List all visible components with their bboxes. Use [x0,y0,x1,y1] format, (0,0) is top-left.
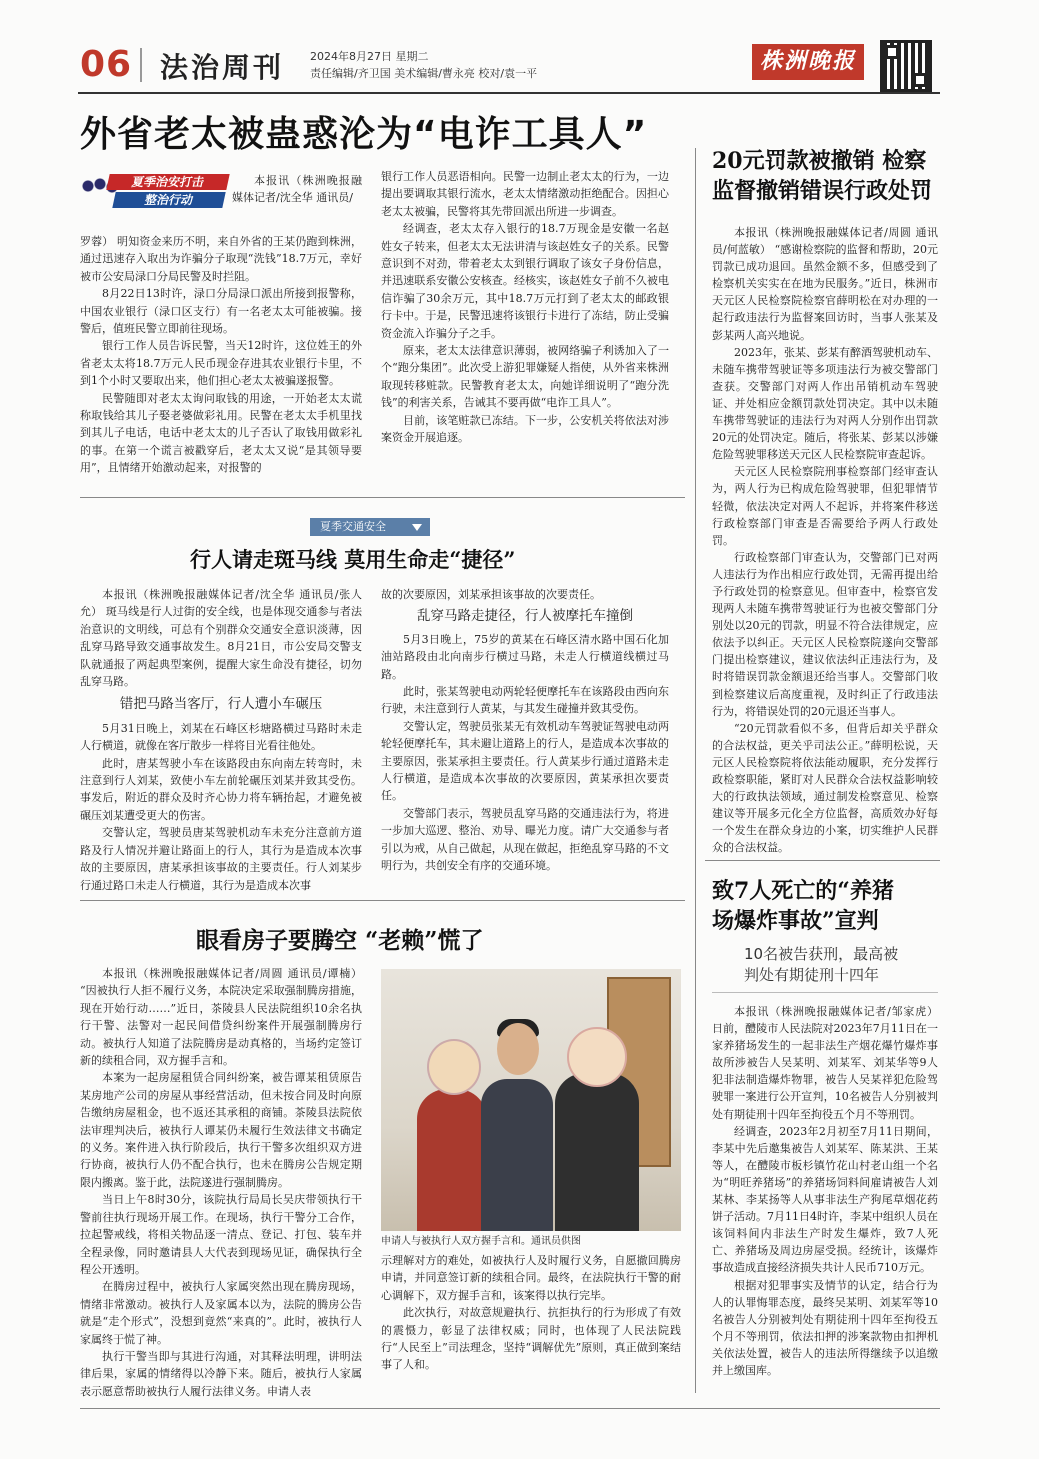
article1-col2 [381,168,669,447]
headline-line: 20元罚款被撤销 检察 [712,148,927,174]
paragraph: 经调查，老太太存入银行的18.7万现金是安徽一名赵姓女子转来，但老太太无法讲清与该赵姓女子的关系。民警意识到不对劲，带着老太太到银行调取了该女子身份信息，并迅速联系安徽公安核查。经核实，该赵姓女子前不久被电信诈骗了30余万元，其中18.7万元打到了老太太的邮政银行卡中。于是，民警迅速将该银行卡进行了冻结，防止受骗资金流入诈骗分子之手。 [381,222,669,340]
paragraph: 交警认定，驾驶员唐某驾驶机动车未充分注意前方道路及行人情况并避让路面上的行人，其行为是造成本次事故的主要原因，唐某承担该事故的主要责任。行人刘某步行通过路口未走人行横道，其行为是造成本次事 [80,826,362,892]
paragraph: 行政检察部门审查认为，交警部门已对两人违法行为作出相应行政处罚，无需再提出给予行政处罚的检察意见。但审查中，检察官发现两人未随车携带驾驶证行为也被交警部门分别处以20元的罚款，明显不符合法律规定，应依法予以纠正。天元区人民检察院遂向交警部门提出检察建议，建议依法纠正违法行为，及时将错误罚款金额退还给当事人。交警部门收到检察建议后高度重视，及时纠正了行政违法行为，将错误处罚的20元退还当事人。 [712,550,938,718]
section-title: 法治周刊 [160,51,285,84]
person-shape [555,1073,639,1231]
paragraph: 交警部门表示，驾驶员乱穿马路的交通违法行为，将进一步加大巡逻、整治、劝导、曝光力度。请广大交通参与者引以为戒，从自己做起，从现在做起，拒绝乱穿马路的不文明行为，共创安全有序的交通环境。 [381,806,669,873]
paragraph: 民警随即对老太太询问取钱的用途，一开始老太太谎称取钱给其儿子娶老婆做彩礼用。民警在老太太手机里找到其儿子电话，电话中老太太的儿子否认了取钱用做彩礼的事。在第一个谎言被戳穿后，老太太又说“是其领导要用”，且情绪开始激动起来，对报警的 [80,391,362,475]
newspaper-logo: 株洲晚报 [752,44,864,80]
paragraph: 经调查，2023年2月初至7月11日期间，李某中先后邀集被告人刘某军、陈某洪、王某等人，在醴陵市板杉镇竹花山村老山组一个名为“明旺养猪场”的养猪场饲料间雇请被告人刘某林、李某扬等人从事非法生产狗尾草烟花药饼子活动。7月11日4时许，李某中组织人员在该饲料间内非法生产时发生爆炸，致7人死亡、养猪场及周边房屋受损。经统计，该爆炸事故造成直接经济损失共计人民币710万元。 [712,1124,938,1275]
date-editors-block [310,48,537,82]
paragraph: “20元罚款看似不多，但背后却关乎群众的合法权益，更关乎司法公正。”薛明松说，天元区人民检察院将依法能动履职，充分发挥行政检察职能，紧盯对人民群众合法权益影响较大的行政执法领域，通过制发检察意见、检察建议等开展多元化全方位监督，高质效办好每一个发生在群众身边的小案，切实维护人民群众的合法权益。 [712,721,938,855]
face-mask-icon [567,1027,627,1087]
face-mask-icon [427,1039,481,1095]
article1-col1 [80,233,362,477]
paragraph: 根据对犯罪事实及情节的认定，结合行为人的认罪悔罪态度，最终吴某明、刘某军等10名被告人分别被判处有期徒刑十四年至拘役五个月不等刑罚，依法扣押的涉案款物由扣押机关依法处置，被告人的违法所得继续予以追缴并上缴国库。 [712,1278,938,1377]
article5-body [712,1003,938,1379]
subtitle-line: 10名被告获刑，最高被 [744,945,899,963]
paragraph: 天元区人民检察院刑事检察部门经审查认为，两人行为已构成危险驾驶罪，但犯罪情节轻微，依法决定对两人不起诉，并将案件移送行政检察部门审查是否需要给予两人行政处罚。 [712,465,938,547]
paragraph: 此时，张某驾驶电动两轮轻便摩托车在该路段由西向东行驶，未注意到行人黄某，与其发生碰撞并致其受伤。 [381,685,669,716]
section-rule [80,900,685,901]
paragraph: 此次执行，对故意规避执行、抗拒执行的行为形成了有效的震慑力，彰显了法律权威；同时，也体现了人民法院践行“人民至上”司法理念，坚持“调解优先”原则，真正做到案结事了人和。 [381,1306,681,1372]
date-line: 2024年8月27日 星期二 [310,50,429,63]
paragraph: 本报讯（株洲晚报融媒体记者/周圆 通讯员/谭楠） “因被执行人拒不履行义务，本院决定采取强制腾房措施，现在开始行动……”近日，茶陵县人民法院组织10余名执行干警、法警对一起民间借贷纠纷案件开展强制腾房行动。被执行人知道了法院腾房是动真格的，当场约定签订新的续租合同，双方握手言和。 [80,967,362,1068]
article5-headline [712,876,942,936]
person-shape [481,1079,553,1231]
byline-text: 本报讯（株洲晚报融媒体记者/沈全华 通讯员/ [232,174,362,205]
section-rule [80,497,685,498]
paragraph: 2023年，张某、彭某有醉酒驾驶机动车、未随车携带驾驶证等多项违法行为被交警部门查获。交警部门对两人作出吊销机动车驾驶证、并处相应金额罚款处罚决定。其中以未随车携带驾驶证的违法行为对两人分别作出罚款20元的处罚决定。随后，将张某、彭某以涉嫌危险驾驶罪移送天元区人民检察院审查起诉。 [712,345,938,462]
article2-col2 [381,586,669,875]
triangle-down-icon [412,524,422,531]
paragraph: 银行工作人员恶语相向。民警一边制止老太太的行为，一边提出要调取其银行流水，老太太情绪激动拒绝配合。因担心老太太被骗，民警将其先带回派出所进一步调查。 [381,170,669,218]
paragraph: 银行工作人员告诉民警，当天12时许，这位姓王的外省老太太将18.7万元人民币现金存进其农业银行卡里，不到1个小时又要取出来，他们担心老太太被骗遂报警。 [80,339,362,388]
qr-code-icon[interactable] [880,40,932,92]
tag-label: 夏季交通安全 [320,520,386,533]
paragraph: 8月22日13时许，渌口分局渌口派出所接到报警称，中国农业银行（渌口区支行）有一名老太太可能被骗。接警后，值班民警立即前往现场。 [80,287,362,336]
paragraph: 交警认定，驾驶员张某无有效机动车驾驶证驾驶电动两轮轻便摩托车，其未避让道路上的行人，是造成本次事故的主要原因，张某承担主要责任。行人黄某步行通过道路未走人行横道，是造成本次事故的次要原因，黄某承担次要责任。 [381,719,669,803]
paragraph: 原来，老太太法律意识薄弱，被网络骗子利诱加入了一个“跑分集团”。此次受上游犯罪嫌疑人指使，从外省来株洲取现转移赃款。民警教育老太太，向她详细说明了“跑分洗钱”的利害关系，告诫其不要再做“电诈工具人”。 [381,344,669,410]
article1-headline: 外省老太被蛊惑沦为“电诈工具人” [80,114,648,155]
article4-headline [712,146,942,206]
headline-line: 致7人死亡的“养猪 [712,878,894,904]
paragraph: 示理解对方的难处，如被执行人及时履行义务，自愿撤回腾房申请，并同意签订新的续租合同。最终，在法院执行干警的耐心调解下，双方握手言和，该案得以执行完毕。 [381,1254,681,1302]
paragraph: 5月31日晚上，刘某在石峰区杉塘路横过马路时未走人行横道，就像在客厅散步一样将目光看往他处。 [80,721,362,753]
handshake-photo [381,969,681,1231]
traffic-safety-tag [310,518,430,536]
headline-line: 监督撤销错误行政处罚 [712,178,933,204]
paragraph: 在腾房过程中，被执行人家属突然出现在腾房现场，情绪非常激动。被执行人及家属本以为，法院的腾房公告就是“走个形式”，没想到竟然“来真的”。此时，被执行人家属终于慌了神。 [80,1280,362,1346]
subheading: 乱穿马路走捷径，行人被摩托车撞倒 [417,608,633,625]
badge-bottom-label: 整治行动 [112,192,225,208]
paragraph: 目前，该笔赃款已冻结。下一步，公安机关将依法对涉案资金开展追逐。 [381,413,669,445]
bottom-rule [80,1408,940,1409]
article3-headline: 眼看房子要腾空 “老赖”慌了 [196,927,484,954]
article2-headline: 行人请走斑马线 莫用生命走“捷径” [190,547,516,572]
face-shape [497,1023,539,1075]
person-shape [417,1089,487,1231]
subtitle-rule [712,992,938,993]
subheading: 错把马路当客厅，行人遭小车碾压 [119,696,323,713]
article4-body [712,224,938,856]
header-divider [140,48,142,82]
article2-col1 [80,586,362,894]
badge-top-label: 夏季治安打击 [106,174,229,190]
paragraph: 5月3日晚上，75岁的黄某在石峰区清水路中国石化加油站路段由北向南步行横过马路，未走人行横道线横过马路。 [381,632,669,681]
caption-text: 申请人与被执行人双方握手言和。通讯员供图 [381,1236,581,1247]
campaign-badge [80,172,228,208]
paragraph: 执行干警当即与其进行沟通，对其释法明理，讲明法律后果，家属的情绪得以冷静下来。随后，被执行人家属表示愿意帮助被执行人履行法律义务。申请人表 [80,1349,362,1398]
paragraph: 本报讯（株洲晚报融媒体记者/沈全华 通讯员/张人允） 斑马线是行人过街的安全线，也是体现交通参与者法治意识的文明线，可总有个别群众交通安全意识淡薄，因乱穿马路导致交通事故发生。8月21日，市公安局交警支队就通报了两起典型案例，提醒大家生命没有捷径，切勿乱穿马路。 [80,588,362,689]
column-divider [695,148,696,1393]
editors-line: 责任编辑/齐卫国 美术编辑/曹永亮 校对/袁一平 [310,67,538,80]
header-rule [78,92,940,94]
article3-col1 [80,965,362,1400]
paragraph: 罗蓉） 明知资金来历不明，来自外省的王某仍跑到株洲，通过迅速存入取出为诈骗分子取现“洗钱”18.7万元，幸好被市公安局渌口分局民警及时拦阻。 [80,235,362,283]
subtitle-line: 判处有期徒刑十四年 [744,966,880,984]
paragraph: 本报讯（株洲晚报融媒体记者/周圆 通讯员/何蓝敏） “感谢检察院的监督和帮助，20元罚款已成功退回。虽然金额不多，但感受到了检察机关实实在在地为民服务。”近日，株洲市天元区人民检察院检察官薛明松在对办理的一起行政违法行为监督案回访时，当事人张某及彭某两人高兴地说。 [712,226,938,342]
article5-subtitle [744,944,940,986]
photo-caption [381,1234,681,1250]
paragraph: 此时，唐某驾驶小车在该路段由东向南左转弯时，未注意到行人刘某，致使小车左前轮碾压刘某并致其受伤。事发后，附近的群众及时齐心协力将车辆抬起，才避免被碾压刘某遭受更大的伤害。 [80,756,362,822]
paragraph: 当日上午8时30分，该院执行局局长吴庆带领执行干警前往执行现场开展工作。在现场，执行干警分工合作，拉起警戒线，将相关物品逐一清点、登记、打包、装车并全程录像，同时邀请县人大代表到现场见证，确保执行全程公开透明。 [80,1193,362,1276]
page-number: 06 [80,44,133,85]
section-rule [705,860,940,861]
paragraph: 本报讯（株洲晚报融媒体记者/邹家虎） 日前，醴陵市人民法院对2023年7月11日在一家养猪场发生的一起非法生产烟花爆竹爆炸事故所涉被告人吴某明、刘某军、刘某华等9人犯非法制造爆炸物罪，被告人吴某祥犯危险驾驶罪一案进行公开宣判，10名被告人分别被判处有期徒刑十四年至拘役五个月不等刑罚。 [712,1005,938,1121]
article1-byline [232,172,362,207]
paragraph: 故的次要原因，刘某承担该事故的次要责任。 [381,588,601,601]
headline-line: 场爆炸事故”宣判 [712,908,879,934]
article3-col2 [381,1252,681,1374]
paragraph: 本案为一起房屋租赁合同纠纷案，被告谭某租赁原告某房地产公司的房屋从事经营活动，但未按合同及时向原告缴纳房屋租金，也不返还其承租的商铺。茶陵县法院依法审理判决后，被执行人谭某仍未履行生效法律文书确定的义务。案件进入执行阶段后，执行干警多次组织双方进行协商，被执行人仍不配合执行，也未在腾房公告规定期限内搬离。鉴于此，法院遂进行强制腾房。 [80,1071,362,1189]
